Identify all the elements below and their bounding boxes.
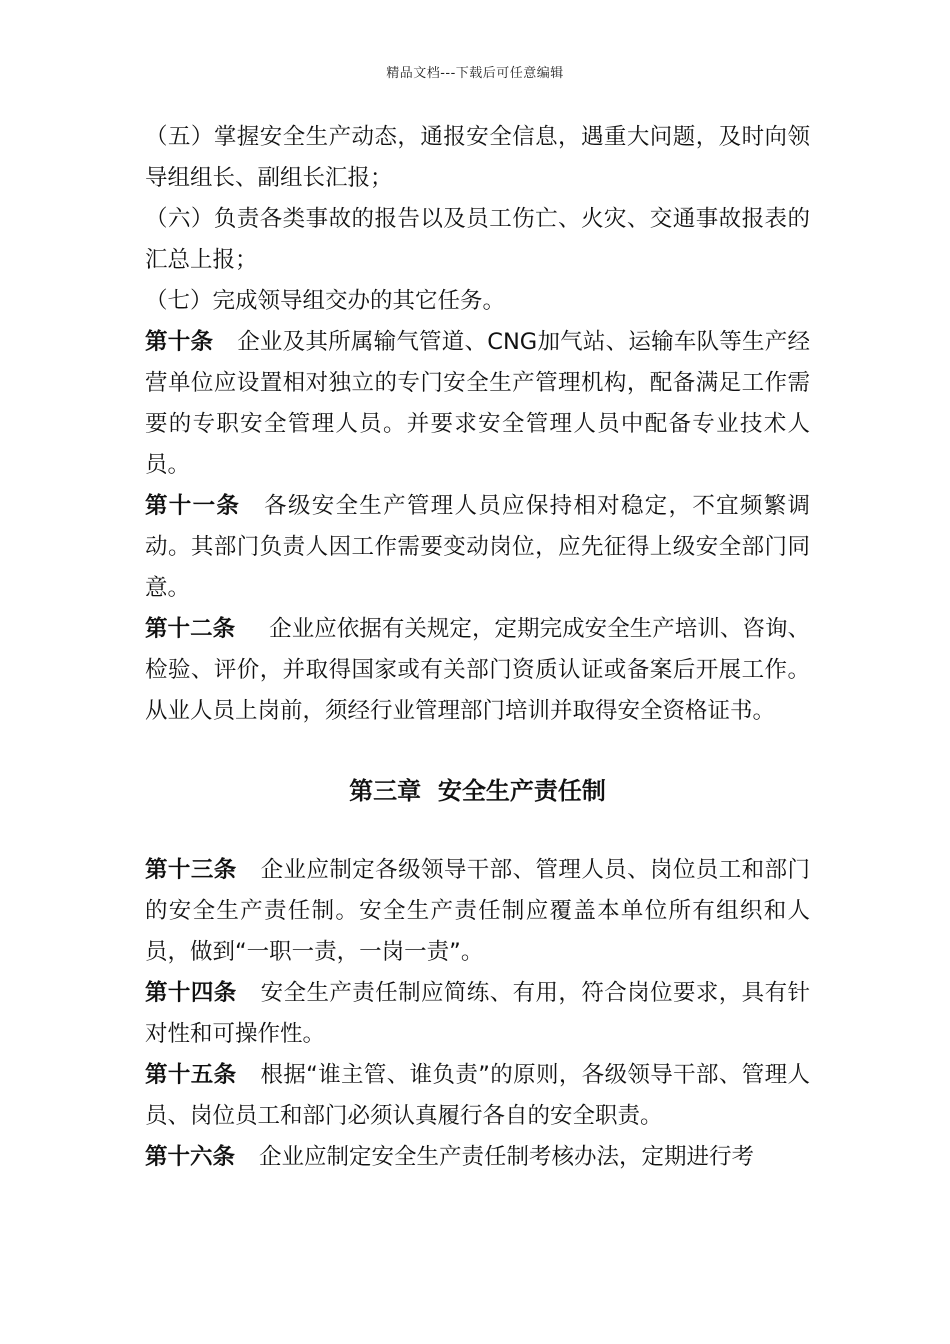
item-text: （五）掌握安全生产动态，通报安全信息，遇重大问题，及时向领导组组长、副组长汇报； bbox=[145, 124, 810, 191]
page-header: 精品文档---下载后可任意编辑 bbox=[386, 66, 564, 81]
article-label: 第十条 bbox=[145, 329, 214, 355]
article-label: 第十一条 bbox=[145, 493, 241, 519]
list-item-five bbox=[145, 117, 810, 199]
article-text: 安全生产责任制应简练、有用，符合岗位要求，具有针对性和可操作性。 bbox=[145, 980, 810, 1047]
article-text: 企业应制定各级领导干部、管理人员、岗位员工和部门的安全生产责任制。安全生产责任制应覆盖本单位所有组织和人员，做到“一职一责，一岗一责”。 bbox=[145, 857, 810, 965]
document-body bbox=[145, 117, 810, 1178]
item-text: （七）完成领导组交办的其它任务。 bbox=[145, 288, 506, 314]
article-text: 各级安全生产管理人员应保持相对稳定，不宜频繁调动。其部门负责人因工作需要变动岗位，应先征得上级安全部门同意。 bbox=[145, 493, 810, 601]
article-13 bbox=[145, 850, 810, 973]
article-label: 第十五条 bbox=[145, 1062, 237, 1088]
article-label: 第十四条 bbox=[145, 980, 237, 1006]
article-11 bbox=[145, 486, 810, 609]
chapter-title: 第三章 安全生产责任制 bbox=[349, 777, 606, 805]
article-label: 第十三条 bbox=[145, 857, 237, 883]
article-text: 企业应依据有关规定，定期完成安全生产培训、咨询、检验、评价，并取得国家或有关部门资质认证或备案后开展工作。从业人员上岗前，须经行业管理部门培训并取得安全资格证书。 bbox=[145, 616, 810, 724]
article-label: 第十二条 bbox=[145, 616, 236, 642]
article-10 bbox=[145, 322, 810, 486]
article-text: 根据“谁主管、谁负责”的原则，各级领导干部、管理人员、岗位员工和部门必须认真履行各自的安全职责。 bbox=[145, 1062, 810, 1129]
article-14 bbox=[145, 973, 810, 1055]
article-16 bbox=[145, 1137, 810, 1178]
article-12 bbox=[145, 609, 810, 732]
list-item-seven bbox=[145, 281, 810, 322]
article-15 bbox=[145, 1055, 810, 1137]
article-text: 企业及其所属输气管道、CNG加气站、运输车队等生产经营单位应设置相对独立的专门安全生产管理机构，配备满足工作需要的专职安全管理人员。并要求安全管理人员中配备专业技术人员。 bbox=[145, 329, 810, 478]
list-item-six bbox=[145, 199, 810, 281]
article-text: 企业应制定安全生产责任制考核办法，定期进行考 bbox=[259, 1144, 755, 1170]
article-label: 第十六条 bbox=[145, 1144, 236, 1170]
item-text: （六）负责各类事故的报告以及员工伤亡、火灾、交通事故报表的汇总上报； bbox=[145, 206, 810, 273]
